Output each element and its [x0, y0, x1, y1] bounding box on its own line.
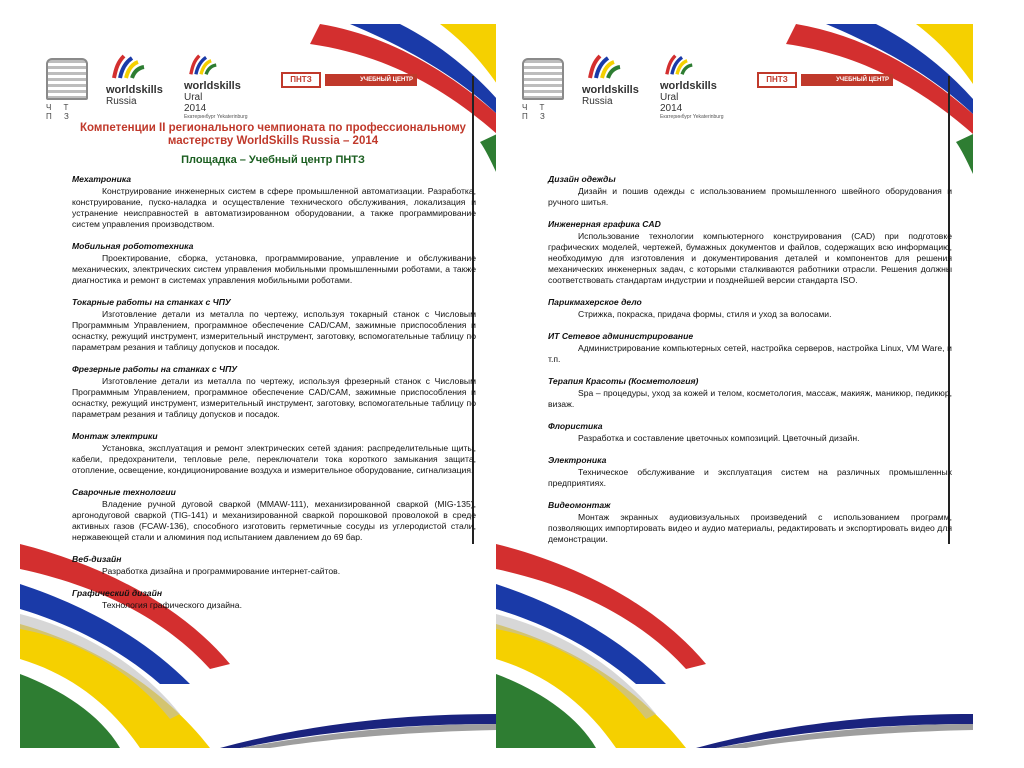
stripe-green-top — [480, 134, 497, 174]
page-subtitle: Площадка – Учебный центр ПНТЗ — [181, 154, 365, 166]
worldskills-flame-icon — [582, 54, 622, 80]
ctpz-caption: Ч Т П З — [522, 103, 550, 121]
section-text: Техническое обслуживание и эксплуатация систем на различных промышленных предприятиях. — [548, 467, 952, 488]
section-text: Владение ручной дуговой сваркой (MMAW-111), механизированной сваркой (MIG-135), аргонодуговой сваркой (TIG-141) и механизированной сваркой порошковой проволокой в среде активных газов (FCAW-136), способного изготовить герметичные сосуды из углеродистой стали, нержавеющей стали и алюминия под испытанием давлением до 69 бар. — [72, 499, 476, 542]
section-title: Веб-дизайн — [72, 554, 122, 564]
section-text: Разработка дизайна и программирование интернет-сайтов. — [102, 566, 341, 576]
logo-row — [46, 54, 476, 121]
section-beauty-therapy — [548, 376, 952, 410]
section-text: Разработка и составление цветочных композиций. Цветочный дизайн. — [578, 433, 860, 443]
section-title: Мехатроника — [72, 174, 132, 184]
worldskills-ural-flame-icon — [660, 54, 694, 76]
section-cnc-milling — [72, 364, 476, 420]
section-text: Дизайн и пошив одежды с использованием промышленного швейного оборудования и ручного шитья. — [548, 186, 952, 207]
worldskills-russia: Russia — [582, 96, 613, 107]
ctpz-logo — [522, 58, 564, 121]
section-title: ИТ Сетевое администрирование — [548, 331, 694, 341]
section-fashion-design — [548, 174, 952, 208]
section-text: Монтаж экранных аудиовизуальных произведений с использованием программ, позволяющих импортировать видео и аудио материалы, редактировать и экспортировать видео для демонстрации. — [548, 512, 952, 544]
pntz-logo — [281, 72, 421, 88]
worldskills-word: worldskills — [582, 84, 639, 96]
section-floristry — [548, 421, 952, 444]
ctpz-logo — [46, 58, 88, 121]
section-text: Стрижка, покраска, придача формы, стиля и уход за волосами. — [578, 309, 832, 319]
section-title: Инженерная графика CAD — [548, 219, 661, 229]
stripe-green-top — [956, 134, 973, 174]
section-title: Графический дизайн — [72, 588, 163, 598]
worldskills-ural-city: Екатеринбург Yekaterinburg — [660, 114, 724, 120]
section-title: Электроника — [548, 455, 607, 465]
worldskills-ural: Ural — [660, 92, 679, 103]
page-left — [20, 24, 497, 748]
worldskills-ural-word: worldskills — [184, 80, 241, 92]
right-sections — [548, 174, 952, 556]
section-title: Мобильная робототехника — [72, 241, 194, 251]
section-mobile-robotics — [72, 241, 476, 286]
worldskills-word: worldskills — [106, 84, 163, 96]
section-title: Токарные работы на станках с ЧПУ — [72, 297, 231, 307]
section-title: Фрезерные работы на станках с ЧПУ — [72, 364, 238, 374]
section-text: Администрирование компьютерных сетей, настройка серверов, настройка Linux, VM Ware, и т.п. — [548, 343, 952, 364]
section-text: Технология графического дизайна. — [102, 600, 242, 610]
worldskills-ural-year: 2014 — [660, 103, 683, 114]
worldskills-russia-logo — [582, 54, 652, 107]
worldskills-ural-logo — [184, 54, 254, 120]
section-text: Изготовление детали из металла по чертежу, используя токарный станок с Числовым Программным Управлением, программное обеспечение CAD/CAM, зажимные приспособления и оснастку, режущий инструмент, измерительный инструмент, заготовку, вспомогательные таблицу по параметрам резания и таблицу допусков и посадок. — [72, 309, 476, 352]
section-title: Сварочные технологии — [72, 487, 176, 497]
page-title: Компетенции II регионального чемпионата по профессиональному мастерству WorldSkills Russia – 2014 — [80, 122, 466, 147]
worldskills-ural-flame-icon — [184, 54, 218, 76]
worldskills-flame-icon — [106, 54, 146, 80]
section-title: Флористика — [548, 421, 603, 431]
worldskills-ural-year: 2014 — [184, 103, 207, 114]
section-text: Spa – процедуры, уход за кожей и телом, косметология, массаж, макияж, маникюр, педикюр, визаж. — [548, 388, 952, 409]
section-text: Использование технологии компьютерного конструирования (CAD) при подготовке графических моделей, чертежей, бумажных документов и файлов, содержащих всю информацию, необходимую для изготовления и документирования деталей и компонентов для решения механических инженерных задач, с которыми сталкиваются работники отрасли. Решения должны соответствовать стандартам индустрии и позднейшей версии стандарта ISO. — [548, 231, 952, 285]
section-title: Парикмахерское дело — [548, 297, 642, 307]
section-video-editing — [548, 500, 952, 545]
ctpz-emblem-icon — [522, 58, 564, 100]
section-title: Дизайн одежды — [548, 174, 616, 184]
pntz-logo — [757, 72, 897, 88]
worldskills-ural-logo — [660, 54, 730, 120]
section-title: Терапия Красоты (Косметология) — [548, 376, 699, 386]
worldskills-ural-word: worldskills — [660, 80, 717, 92]
section-graphic-design — [72, 588, 476, 611]
section-title: Монтаж электрики — [72, 431, 158, 441]
pntz-training-center: УЧЕБНЫЙ ЦЕНТР — [801, 74, 893, 86]
section-web-design — [72, 554, 476, 577]
pntz-wordmark: ПНТЗ — [757, 72, 797, 88]
section-text: Установка, эксплуатация и ремонт электрических сетей здания: распределительные щиты, кабели, предохранители, тепловые реле, переключатели тока короткого замыкания защита, отопление, освещение, кондиционирование воздуха и измерительное оборудование, сигнализация. — [72, 443, 476, 475]
ctpz-caption: Ч Т П З — [46, 103, 74, 121]
section-title: Видеомонтаж — [548, 500, 611, 510]
section-text: Конструирование инженерных систем в сфере промышленной автоматизации. Разработка, конструирование, пуско-наладка и осуществление технического обслуживания, локализация и устранение неисправностей в автоматизированном оборудовании, а также программирование систем управления производством. — [72, 186, 476, 229]
section-hairdressing — [548, 297, 952, 320]
section-welding — [72, 487, 476, 543]
pntz-training-center: УЧЕБНЫЙ ЦЕНТР — [325, 74, 417, 86]
worldskills-ural-city: Екатеринбург Yekaterinburg — [184, 114, 248, 120]
worldskills-russia-logo — [106, 54, 176, 107]
section-cad — [548, 219, 952, 286]
pntz-wordmark: ПНТЗ — [281, 72, 321, 88]
left-sections — [72, 174, 476, 622]
logo-row — [522, 54, 952, 121]
worldskills-ural: Ural — [184, 92, 203, 103]
section-electronics — [548, 455, 952, 489]
worldskills-russia: Russia — [106, 96, 137, 107]
page-right — [496, 24, 973, 748]
section-text: Проектирование, сборка, установка, программирование, управление и обслуживание механических, электрических систем управления мобильными промышленными роботами, а также диагностика и ремонт в системах управления мобильными роботами. — [72, 253, 476, 285]
section-text: Изготовление детали из металла по чертежу, используя фрезерный станок с Числовым Программным Управлением, программное обеспечение CAD/CAM, зажимные приспособления и оснастку, режущий инструмент, измерительный инструмент, заготовку, вспомогательные таблицу по параметрам резания и таблицу допусков и посадок. — [72, 376, 476, 419]
ctpz-emblem-icon — [46, 58, 88, 100]
section-network-admin — [548, 331, 952, 365]
section-electrical-installation — [72, 431, 476, 476]
section-cnc-turning — [72, 297, 476, 353]
section-mechatronics — [72, 174, 476, 230]
